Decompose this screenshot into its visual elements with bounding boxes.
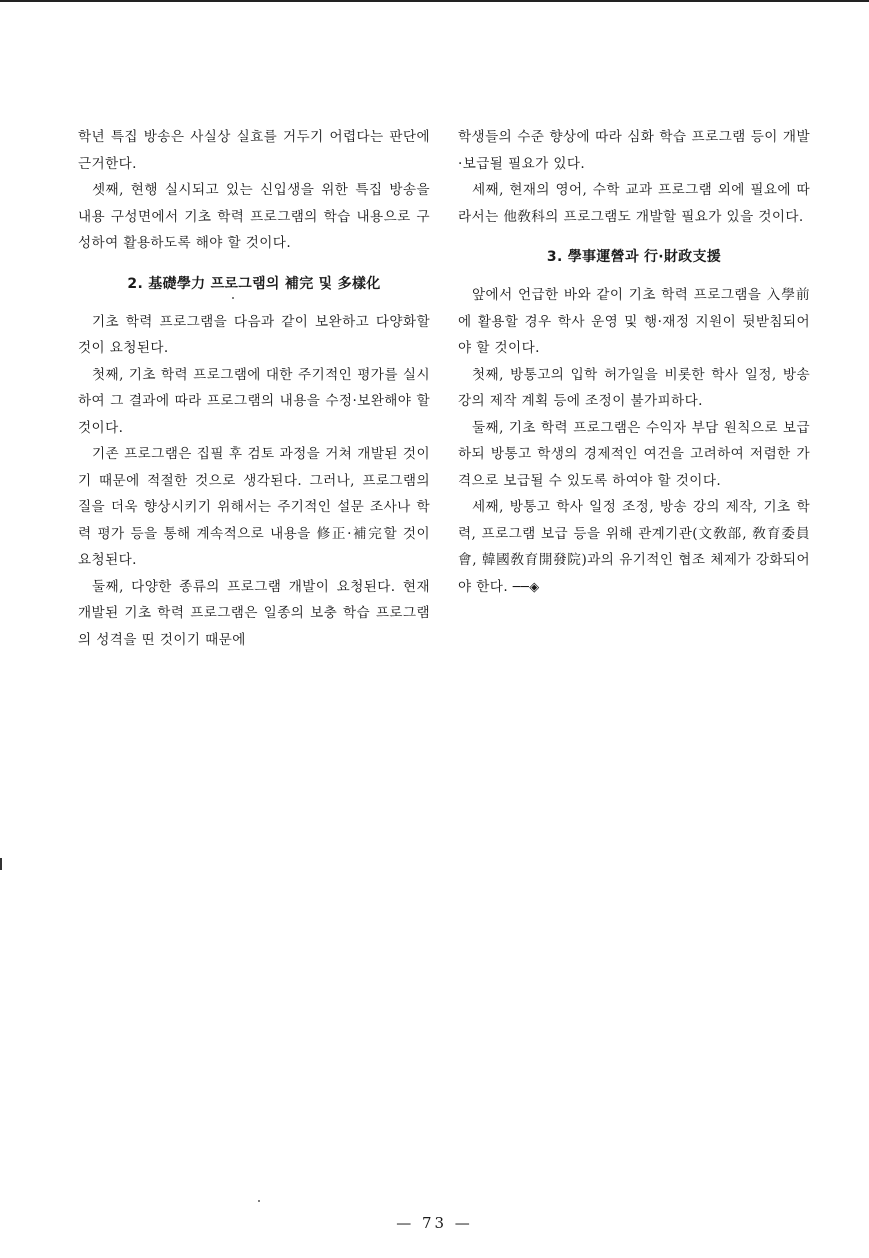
body-paragraph: 둘째, 기초 학력 프로그램은 수익자 부담 원칙으로 보급하되 방통고 학생의 경제적인 여건을 고려하여 저렴한 가격으로 보급될 수 있도록 하여야 할 것이다. bbox=[458, 419, 810, 489]
body-paragraph: 학생들의 수준 향상에 따라 심화 학습 프로그램 등이 개발·보급될 필요가 있다. bbox=[458, 129, 810, 172]
page-number: — 73 — bbox=[396, 1214, 473, 1232]
right-column bbox=[458, 124, 810, 601]
body-paragraph: 기존 프로그램은 집필 후 검토 과정을 거쳐 개발된 것이기 때문에 적절한 것으로 생각된다. 그러나, 프로그램의 질을 더욱 향상시키기 위해서는 주기적인 설문 조사나 학력 평가 등을 통해 계속적으로 내용을 修正·補完할 것이 요청된다. bbox=[78, 446, 430, 568]
top-border-line bbox=[0, 0, 869, 2]
section-heading: 3. 學事運營과 行·財政支援 bbox=[546, 249, 722, 265]
body-paragraph: 학년 특집 방송은 사실상 실효를 거두기 어렵다는 판단에 근거한다. bbox=[78, 129, 430, 172]
scan-speck bbox=[258, 1200, 260, 1202]
body-paragraph: 세째, 현재의 영어, 수학 교과 프로그램 외에 필요에 따라서는 他敎科의 프로그램도 개발할 필요가 있을 것이다. bbox=[458, 182, 810, 225]
final-paragraph-text: 세째, 방통고 학사 일정 조정, 방송 강의 제작, 기초 학력, 프로그램 보급 등을 위해 관계기관(文敎部, 敎育委員會, 韓國敎育開發院)과의 유기적인 협조 체제가 강화되어야 한다. bbox=[458, 499, 810, 595]
body-paragraph: 셋째, 현행 실시되고 있는 신입생을 위한 특집 방송을 내용 구성면에서 기초 학력 프로그램의 학습 내용으로 구성하여 활용하도록 해야 할 것이다. bbox=[78, 182, 430, 251]
section-heading: 2. 基礎學力 프로그램의 補完 및 多樣化 bbox=[127, 275, 381, 292]
scan-edge-mark bbox=[0, 858, 2, 870]
body-paragraph: 앞에서 언급한 바와 같이 기초 학력 프로그램을 入學前에 활용할 경우 학사 운영 및 행·재정 지원이 뒷받침되어야 할 것이다. bbox=[458, 287, 810, 356]
body-paragraph: 둘째, 다양한 종류의 프로그램 개발이 요청된다. 현재 개발된 기초 학력 프로그램은 일종의 보충 학습 프로그램의 성격을 띤 것이기 때문에 bbox=[78, 578, 430, 648]
body-paragraph: 기초 학력 프로그램을 다음과 같이 보완하고 다양화할 것이 요청된다. bbox=[78, 313, 430, 356]
body-paragraph: 첫째, 방통고의 입학 허가일을 비롯한 학사 일정, 방송 강의 제작 계획 등에 조정이 불가피하다. bbox=[458, 366, 810, 409]
end-mark-icon: ──◈ bbox=[512, 579, 540, 595]
body-paragraph bbox=[458, 494, 810, 601]
body-paragraph: 첫째, 기초 학력 프로그램에 대한 주기적인 평가를 실시하여 그 결과에 따라 프로그램의 내용을 수정·보완해야 할 것이다. bbox=[78, 366, 430, 436]
left-column bbox=[78, 124, 430, 653]
